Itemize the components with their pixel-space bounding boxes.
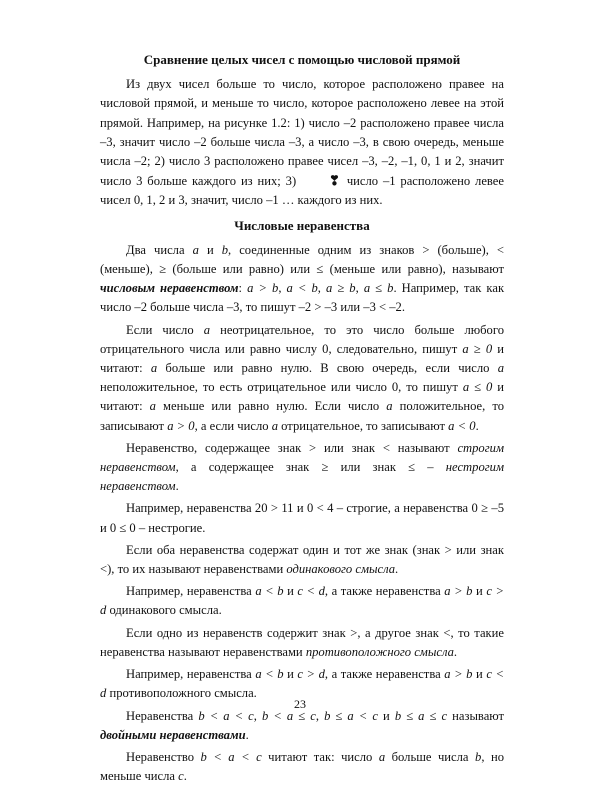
p5-text: Например, неравенства 20 > 11 и 0 < 4 – строгие, а неравенства 0 ≥ –5 и 0 ≤ 0 – нестрогие. — [100, 501, 504, 535]
paragraph-same-sense-example — [100, 582, 504, 620]
inequality: c > d — [100, 584, 504, 618]
p11-text-d: , но меньше числа — [100, 749, 504, 784]
p4-text-b: , а содержащее знак ≥ или знак ≤ – — [175, 460, 434, 475]
p3-text-b: неотрицательное, то это число больше любого отрицательного числа или равно числу 0, следовательно, пишут — [100, 322, 504, 356]
term-numeric-inequality: числовым неравенством — [100, 281, 239, 296]
p3-text-f: и читают: — [100, 380, 504, 414]
term-same-sense: одинакового смысла — [286, 562, 396, 577]
inequality: c < d — [100, 667, 504, 701]
paragraph-comparison — [100, 75, 504, 210]
section-heading-inequalities: Числовые неравенства — [234, 217, 370, 233]
double-inequality: b < a < c — [200, 749, 262, 764]
var-a: a — [150, 361, 158, 376]
p9-text-c: противоположного смысла. — [109, 686, 257, 701]
p3-text-g: меньше или равно нулю. Если число — [163, 399, 380, 414]
inequality: a < b — [255, 584, 284, 599]
term-non-strict: нестрогим неравенством — [100, 460, 504, 494]
paragraph-definition: Два числа a и b, соединенные одним из знаков > (больше), < (меньше), ≥ (больше или равно) или ≤ (меньше или равно), называют числовым неравенством: a > b, a < b, a ≥ b, a ≤ b. Например, так как число –2 больше числа –3, то пишут –2 > –3 или –3 < –2. — [100, 242, 505, 315]
p11-text-c: больше числа — [391, 749, 469, 764]
inequality: c < d — [297, 584, 325, 599]
inequality: a > b — [444, 584, 473, 599]
inequality: a > b — [444, 667, 473, 682]
p3-period: . — [475, 418, 479, 433]
inequality: c > d — [297, 667, 325, 682]
var-a: a — [192, 242, 199, 257]
p3-text-d: больше или равно нулю. В свою очередь, если число — [165, 361, 490, 376]
inequality: a ≥ 0 — [462, 341, 493, 356]
double-inequality: b < a ≤ c — [261, 708, 316, 723]
example-inequality: a ≥ b — [325, 281, 356, 296]
var-c: c — [178, 769, 184, 784]
var-a: a — [386, 399, 393, 414]
p6-period: . — [395, 562, 399, 577]
term-opposite-sense: противоположного смысла — [305, 644, 454, 659]
p11-text-b: читают так: число — [268, 749, 373, 764]
p2-and: и — [206, 242, 214, 257]
var-b: b — [221, 242, 229, 257]
p1-text-b: число –1 расположено левее чисел 0, 1, 2 и 3, значит, число –1 … каждого из них. — [100, 174, 504, 208]
var-a: a — [378, 749, 386, 764]
p11-text-a: Неравенство — [126, 749, 195, 764]
p4-text-a: Неравенство, содержащее знак > или знак < называют — [126, 440, 450, 455]
paragraph-strict-example — [100, 499, 504, 537]
term-double-inequality: двойными неравенствами — [100, 727, 246, 742]
double-inequality: b ≤ a < c — [324, 708, 378, 723]
double-inequality: b < a < c — [198, 708, 254, 723]
p2-text-b: , соединенные одним из знаков > (больше), < (меньше), ≥ (больше или равно) или ≤ (меньше или равно), называют — [100, 242, 505, 277]
paragraph-opposite-sense — [100, 624, 504, 662]
paragraph-double: Неравенства b < a < c, b < a ≤ c, b ≤ a < c и b ≤ a ≤ c называют двойными неравенствами. — [100, 708, 505, 742]
p7-and: и — [476, 584, 483, 599]
paragraph-sign — [100, 321, 504, 436]
p4-period: . — [175, 479, 179, 494]
hint-icon: ❣ — [329, 173, 340, 189]
p11-period: . — [183, 769, 187, 784]
p9-text-b: , а также неравенства — [324, 667, 441, 682]
inequality: a ≤ 0 — [462, 380, 493, 395]
p3-text-h: положительное, то записывают — [100, 399, 505, 433]
p7-text-b: , а также неравенства — [324, 584, 441, 599]
p8-text-a: Если одно из неравенств содержит знак >, а другое знак <, то такие неравенства называют неравенствами — [100, 625, 504, 659]
p7-text-a: Например, неравенства — [126, 584, 252, 599]
p10-and: и — [383, 708, 390, 723]
var-a: a — [149, 399, 156, 414]
section-heading-comparison: Сравнение целых чисел с помощью числовой прямой — [143, 52, 461, 67]
paragraph-double-reading — [100, 748, 504, 786]
example-inequality: a ≤ b — [363, 281, 394, 296]
term-strict: строгим неравенством — [100, 440, 504, 475]
p10-text-a: Неравенства — [126, 708, 194, 723]
p9-and: и — [287, 667, 294, 682]
inequality: a < 0 — [448, 418, 476, 433]
example-inequality: a > b — [247, 281, 279, 296]
p10-text-b: называют — [452, 708, 505, 723]
p7-text-c: одинакового смысла. — [109, 603, 222, 618]
p8-period: . — [453, 644, 458, 659]
paragraph-strict — [100, 439, 504, 497]
p3-text-a: Если число — [126, 322, 194, 337]
var-a: a — [271, 418, 278, 433]
p3-text-c: и читают: — [100, 341, 505, 376]
p3-text-j: отрицательное, то записывают — [281, 418, 446, 433]
p3-text-i: , а если число — [194, 418, 269, 433]
var-a: a — [203, 322, 211, 337]
double-inequality: b ≤ a ≤ c — [394, 708, 448, 723]
p9-text-a: Например, неравенства — [126, 667, 252, 682]
var-b: b — [475, 749, 482, 764]
p6-text-a: Если оба неравенства содержат один и тот же знак (знак > или знак <), то их называют неравенствами — [100, 542, 504, 577]
p2-text-d: . Например, так как число –2 больше числа –3, то пишут –2 > –3 или –3 < –2. — [100, 281, 505, 315]
var-a: a — [497, 361, 505, 376]
p2-text-a: Два числа — [126, 242, 185, 257]
page-number: 23 — [294, 697, 306, 711]
p2-colon: : — [238, 281, 243, 296]
p7-and: и — [287, 584, 294, 599]
paragraph-same-sense — [100, 541, 504, 579]
example-inequality: a < b — [286, 281, 318, 296]
p1-text-a: Из двух чисел больше то число, которое расположено правее на числовой прямой, и меньше то число, которое расположено левее на этой прямой. Например, на рисунке 1.2: 1) число –2 расположено правее числа –3, значит число –2 больше числа –3, а число –3, в свою очередь, меньше числа –2; 2) число 3 расположено правее чисел –3, –2, –1, 0, 1 и 2, значит число 3 больше каждого из них; 3) — [100, 77, 504, 189]
inequality: a < b — [255, 667, 284, 682]
p3-text-e: неположительное, то есть отрицательное или число 0, то пишут — [100, 380, 458, 395]
p10-period: . — [245, 727, 249, 742]
p9-and: и — [476, 667, 483, 682]
inequality: a > 0 — [167, 418, 195, 433]
